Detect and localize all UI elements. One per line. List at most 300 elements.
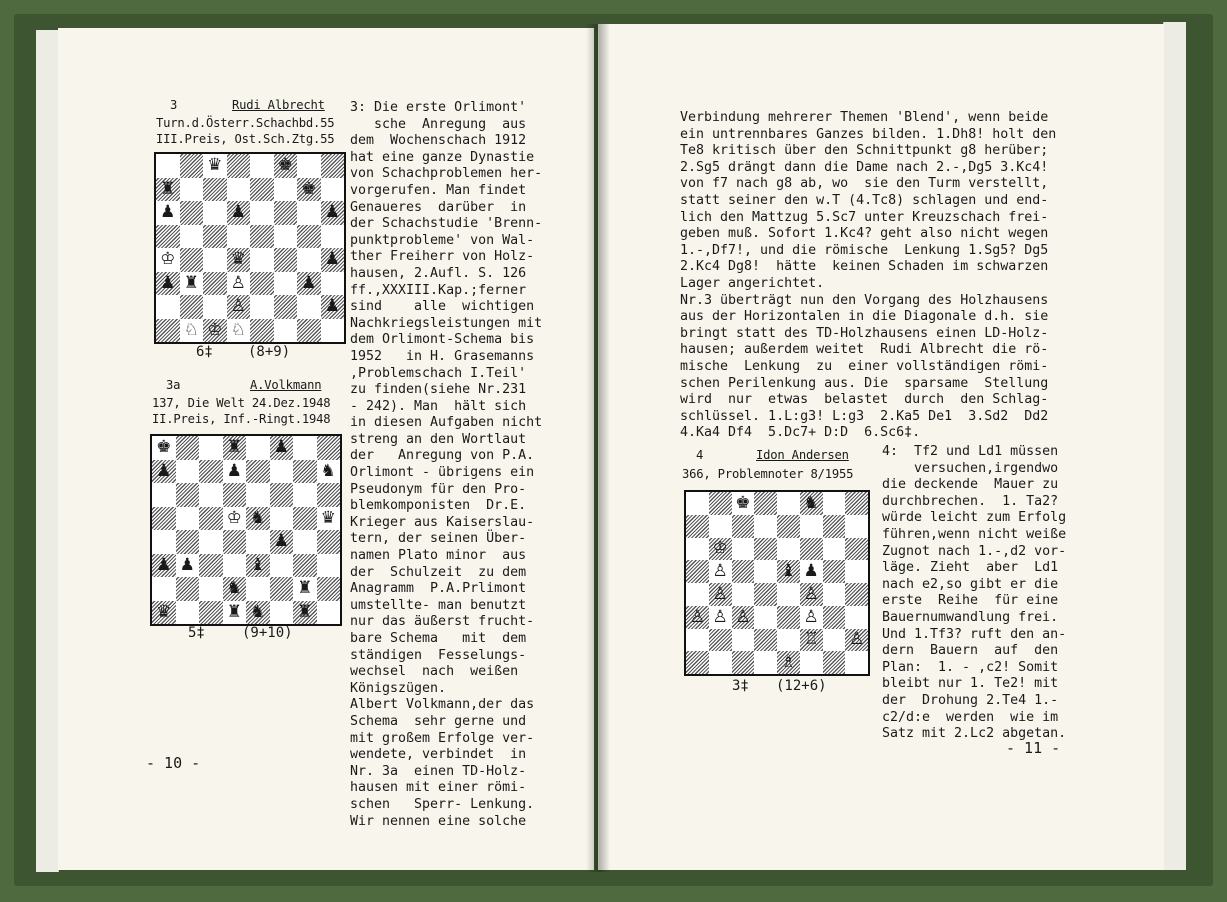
board-square [199,436,223,460]
black-pawn-icon: ♟ [273,531,289,552]
text-line: Nr.3 überträgt nun den Vorgang des Holzhausens [680,292,1049,308]
board-square [686,515,709,538]
text-line: Satz mit 2.Lc2 abgetan. [882,726,1067,742]
board-square [199,507,223,531]
black-pawn-icon: ♟ [301,272,317,293]
board-square [199,460,223,484]
text-line: aus der Horizontalen in die Diagonale d.h. sie [680,309,1049,325]
black-king-icon: ♚ [277,155,293,176]
board-square [293,530,317,554]
board-square [250,272,274,296]
board-square [732,583,755,606]
board-square [203,295,227,319]
board-square [297,201,321,225]
white-bishop-icon: ♗ [780,652,796,673]
board-square [199,577,223,601]
board-square [227,295,251,319]
board-square [203,272,227,296]
text-line: hat eine ganze Dynastie [350,149,535,165]
board-square [823,583,846,606]
stipulation: 3‡ [732,678,749,694]
board-square [686,629,709,652]
board-square [199,530,223,554]
board-square [823,515,846,538]
board-square [199,554,223,578]
body-text [680,110,1056,442]
board-square [317,483,341,507]
book-gutter [586,24,610,872]
chess-diagram [684,490,870,676]
text-line: tern, der seinen Über- [350,531,527,547]
white-pawn-icon: ♙ [230,272,246,293]
board-square [321,225,345,249]
board-square [732,515,755,538]
text-line: vorgerufen. Man findet [350,182,527,198]
text-line: mit großem Erfolge ver- [350,730,535,746]
board-square [686,651,709,674]
board-square [203,201,227,225]
chess-diagram [154,152,346,344]
board-square [777,651,800,674]
black-king-icon: ♚ [735,492,751,513]
black-bishop-icon: ♝ [780,561,796,582]
board-square [732,651,755,674]
board-square [321,154,345,178]
stipulation: 6‡ [196,344,213,360]
board-square [754,606,777,629]
board-square [293,577,317,601]
text-line: Anagramm P.A.Prlimont [350,581,527,597]
board-square [293,483,317,507]
board-square [180,272,204,296]
board-square [176,436,200,460]
text-line: würde leicht zum Erfolg [882,510,1067,526]
board-square [317,554,341,578]
board-square [250,248,274,272]
text-line: von f7 nach g8 ab, wo sie den Turm verstellt, [680,176,1049,192]
text-line: Verbindung mehrerer Themen 'Blend', wenn beide [680,110,1049,125]
white-knight-icon: ♘ [230,319,246,340]
text-line: zu finden(siehe Nr.231 [350,382,527,398]
board-square [180,319,204,343]
board-square [317,460,341,484]
board-square [274,154,298,178]
board-square [250,319,274,343]
board-square [246,460,270,484]
board-square [800,651,823,674]
source-line: Turn.d.Österr.Schachbd.55 [156,116,335,130]
board-square [156,248,180,272]
text-line: hausen mit einer römi- [350,780,527,796]
board-square [800,629,823,652]
board-square [754,538,777,561]
board-square [317,530,341,554]
board-square [223,460,247,484]
board-square [800,492,823,515]
text-line: Nachkriegsleistungen mit [350,315,543,331]
board-square [156,225,180,249]
text-line: Königszügen. [350,680,447,696]
board-square [270,577,294,601]
board-square [800,583,823,606]
board-square [317,601,341,625]
board-square [227,154,251,178]
board-square [709,583,732,606]
white-pawn-icon: ♙ [803,606,819,627]
board-square [732,629,755,652]
text-line: 4: Tf2 und Ld1 müssen [882,444,1059,459]
board-square [686,583,709,606]
text-line: Wir nennen eine solche [350,813,527,829]
board-square [246,530,270,554]
white-pawn-icon: ♙ [712,606,728,627]
text-line: wechsel nach weißen [350,664,519,680]
text-line: mische Lenkung zu einer vollständigen römi- [680,358,1049,374]
board-square [845,515,868,538]
board-square [845,538,868,561]
right-page [598,24,1164,870]
text-line: erste Reihe für eine [882,593,1059,609]
black-pawn-icon: ♟ [160,202,176,223]
board-square [180,154,204,178]
text-line: Te8 kritisch über den Schnittpunkt g8 herüber; [680,143,1049,159]
text-line: punktprobleme' von Wal- [350,232,535,248]
board-square [686,538,709,561]
source-line: 137, Die Welt 24.Dez.1948 [152,396,331,410]
board-square [823,492,846,515]
board-square [176,460,200,484]
page-stack-right [1163,22,1186,870]
text-line: dem Orlimont-Schema bis [350,332,535,348]
text-line: 4.Ka4 Df4 5.Dc7+ D:D 6.Sc6‡. [680,425,921,441]
text-line: Und 1.Tf3? ruft den an- [882,626,1067,642]
board-square [180,248,204,272]
board-square [203,154,227,178]
black-pawn-icon: ♟ [803,561,819,582]
board-square [156,295,180,319]
board-square [223,507,247,531]
board-square [777,538,800,561]
board-square [270,507,294,531]
board-square [274,319,298,343]
board-square [321,319,345,343]
board-square [754,583,777,606]
board-square [709,515,732,538]
text-line: Bauernumwandlung frei. [882,609,1059,625]
board-square [321,201,345,225]
text-line: ständigen Fesselungs- [350,647,527,663]
text-line: sind alle wichtigen [350,299,535,315]
text-line: sche Anregung aus [350,116,527,132]
text-line: Lager angerichtet. [680,275,825,291]
board-square [274,272,298,296]
board-square [732,492,755,515]
board-square [227,178,251,202]
composer-name: Idon Andersen [756,448,849,462]
board-square [709,651,732,674]
text-line: 3: Die erste Orlimont' [350,100,527,115]
board-square [777,492,800,515]
text-line: der Drohung 2.Te4 1.- [882,692,1059,708]
board-square [270,530,294,554]
board-square [317,436,341,460]
black-rook-icon: ♜ [297,601,313,622]
board-square [686,606,709,629]
text-line: statt seiner den w.T (4.Tc8) schlagen und end- [680,192,1049,208]
board-square [800,515,823,538]
board-square [223,530,247,554]
text-line: schen Perilenkung aus. Die sparsame Stellung [680,375,1049,391]
text-line: Zugnot nach 1.-,d2 vor- [882,543,1067,559]
board-square [777,515,800,538]
board-square [845,651,868,674]
black-rook-icon: ♜ [297,578,313,599]
board-square [203,248,227,272]
board-square [250,295,274,319]
board-square [845,583,868,606]
board-square [709,629,732,652]
board-square [754,492,777,515]
board-square [156,178,180,202]
text-line: wendete, verbindet in [350,747,527,763]
white-pawn-icon: ♙ [230,296,246,317]
board-square [321,248,345,272]
board-square [297,178,321,202]
board-square [270,601,294,625]
text-line: Pseudonym für den Pro- [350,481,527,497]
chess-diagram [150,434,342,626]
board-square [246,554,270,578]
board-square [845,629,868,652]
board-square [203,319,227,343]
text-line: der Anregung von P.A. [350,448,535,464]
board-square [250,178,274,202]
board-square [176,554,200,578]
board-square [709,606,732,629]
black-rook-icon: ♜ [183,272,199,293]
board-square [754,629,777,652]
board-square [823,560,846,583]
text-line: bringt statt des TD-Holzhausens einen LD-Holz- [680,325,1049,341]
black-rook-icon: ♜ [160,178,176,199]
black-knight-icon: ♞ [250,507,266,528]
black-rook-icon: ♜ [226,601,242,622]
black-king-icon: ♚ [301,178,317,199]
board-square [152,554,176,578]
page-number: - 10 - [146,754,201,772]
text-line: hausen; außerdem weitet Rudi Albrecht die rö- [680,342,1049,358]
white-pawn-icon: ♙ [849,629,865,650]
problem-number: 3 [170,98,178,112]
board-square [686,492,709,515]
board-square [227,225,251,249]
text-line: nach e2,so gibt er die [882,576,1059,592]
board-square [297,272,321,296]
board-square [293,507,317,531]
text-line: 1.-,Df7!, und die römische Lenkung 1.Sg5? Dg5 [680,242,1049,258]
board-square [180,295,204,319]
black-pawn-icon: ♟ [324,296,340,317]
text-line: nur das äußerst frucht- [350,614,535,630]
black-pawn-icon: ♟ [179,554,195,575]
board-square [203,178,227,202]
text-line: namen Plato minor aus [350,548,527,564]
white-rook-icon: ♖ [803,629,819,650]
board-square [754,515,777,538]
board-square [293,460,317,484]
board-square [152,530,176,554]
board-square [152,577,176,601]
source-line: III.Preis, Ost.Sch.Ztg.55 [156,132,335,146]
text-line: ein untrennbares Ganzes bilden. 1.Dh8! holt den [680,126,1057,142]
text-line: von Schachproblemen her- [350,166,543,182]
text-line: ther Freiherr von Holz- [350,249,535,265]
board-square [823,606,846,629]
black-pawn-icon: ♟ [156,554,172,575]
board-square [223,554,247,578]
white-king-icon: ♔ [207,319,223,340]
board-square [777,583,800,606]
board-square [223,483,247,507]
text-line: durchbrechen. 1. Ta2? [882,493,1059,509]
board-square [199,601,223,625]
board-square [321,178,345,202]
text-line: hausen, 2.Aufl. S. 126 [350,265,527,281]
black-pawn-icon: ♟ [324,249,340,270]
white-pawn-icon: ♙ [712,583,728,604]
text-line: versuchen,irgendwo [882,460,1059,476]
text-line: Orlimont - übrigens ein [350,465,535,481]
board-square [176,601,200,625]
text-line: Genaueres darüber in [350,199,527,215]
black-queen-icon: ♛ [320,507,336,528]
board-square [293,436,317,460]
problem-number: 3a [166,378,181,392]
board-square [156,154,180,178]
board-square [777,629,800,652]
board-square [223,436,247,460]
source-line: II.Preis, Inf.-Ringt.1948 [152,412,331,426]
solution-text-column [882,444,1066,743]
composer-name: Rudi Albrecht [232,98,325,112]
stipulation: 5‡ [188,625,205,641]
text-line: umstellte- man benutzt [350,597,527,613]
board-square [180,178,204,202]
board-square [199,483,223,507]
board-square [686,560,709,583]
board-square [823,629,846,652]
text-line: - 242). Man hält sich [350,398,527,414]
piece-count: (9+10) [242,625,293,641]
board-square [152,601,176,625]
text-line: Krieger aus Kaiserslau- [350,514,535,530]
body-text-column [350,100,542,830]
board-square [246,601,270,625]
black-pawn-icon: ♟ [273,437,289,458]
black-queen-icon: ♛ [156,601,172,622]
text-line: ff.,XXXIII.Kap.;ferner [350,282,527,298]
piece-count: (12+6) [776,678,827,694]
text-line: streng an den Wortlaut [350,431,527,447]
text-line: geben muß. Sofort 1.Kc4? geht also nicht wegen [680,226,1049,242]
text-line: schlüssel. 1.L:g3! L:g3 2.Ka5 De1 3.Sd2 Dd2 [680,408,1049,424]
board-square [246,577,270,601]
text-line: in diesen Aufgaben nicht [350,415,543,431]
text-line: ,Problemschach I.Teil' [350,365,527,381]
board-square [270,483,294,507]
board-square [270,554,294,578]
board-square [274,201,298,225]
white-pawn-icon: ♙ [689,606,705,627]
board-square [777,606,800,629]
board-square [227,248,251,272]
board-square [152,507,176,531]
board-square [732,560,755,583]
black-pawn-icon: ♟ [324,202,340,223]
board-square [176,577,200,601]
black-pawn-icon: ♟ [156,460,172,481]
text-line: der Schulzeit zu dem [350,564,527,580]
white-pawn-icon: ♙ [803,583,819,604]
board-square [317,577,341,601]
board-square [709,538,732,561]
text-line: Albert Volkmann,der das [350,697,535,713]
black-knight-icon: ♞ [320,460,336,481]
board-square [203,225,227,249]
board-square [274,225,298,249]
board-square [845,492,868,515]
black-bishop-icon: ♝ [250,554,266,575]
black-pawn-icon: ♟ [230,202,246,223]
board-square [250,225,274,249]
board-square [297,225,321,249]
board-square [709,492,732,515]
board-square [297,154,321,178]
text-line: Schema sehr gerne und [350,713,527,729]
text-line: 1952 in H. Grasemanns [350,348,535,364]
text-line: schen Sperr- Lenkung. [350,796,535,812]
black-knight-icon: ♞ [226,578,242,599]
board-square [800,538,823,561]
board-square [845,560,868,583]
left-page [58,28,594,870]
board-square [823,538,846,561]
board-square [777,560,800,583]
page-number: - 11 - [1006,739,1061,757]
board-square [297,248,321,272]
board-square [293,554,317,578]
page-stack-left [36,30,59,872]
board-square [270,460,294,484]
black-pawn-icon: ♟ [160,272,176,293]
text-line: 2.Kc4 Dg8! hätte keinen Schaden im schwarzen [680,259,1049,275]
board-square [156,272,180,296]
board-square [823,651,846,674]
board-square [297,319,321,343]
white-king-icon: ♔ [226,507,242,528]
text-line: bare Schema mit dem [350,631,527,646]
board-square [176,530,200,554]
board-square [754,560,777,583]
board-square [274,248,298,272]
black-rook-icon: ♜ [226,437,242,458]
board-square [180,201,204,225]
text-line: c2/d:e werden wie im [882,709,1059,725]
board-square [250,154,274,178]
white-king-icon: ♔ [712,538,728,559]
white-knight-icon: ♘ [183,319,199,340]
board-square [246,507,270,531]
